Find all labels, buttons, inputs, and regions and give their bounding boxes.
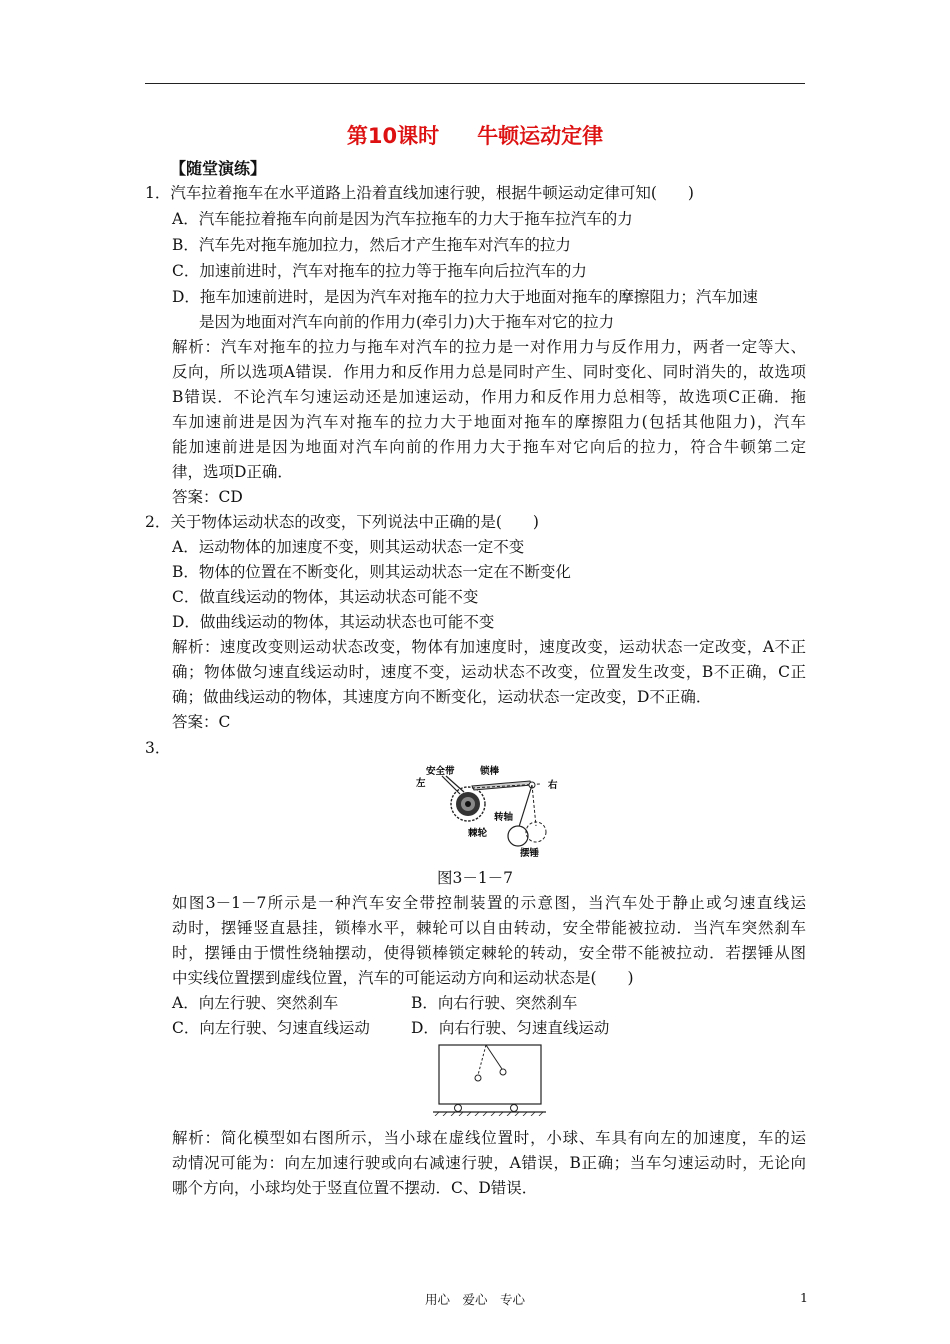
fig-label-left: 左 bbox=[416, 778, 426, 789]
q1-option-a: A．汽车能拉着拖车向前是因为汽车拉拖车的力大于拖车拉汽车的力 bbox=[172, 210, 633, 228]
fig-label-belt: 安全带 bbox=[426, 766, 455, 777]
q1-option-b: B．汽车先对拖车施加拉力，然后才产生拖车对汽车的拉力 bbox=[172, 236, 571, 254]
car-body bbox=[439, 1045, 541, 1104]
page-number: 1 bbox=[800, 1290, 808, 1305]
q3-stem-end: 中实线位置摆到虚线位置，汽车的可能运动方向和运动状态是( ) bbox=[172, 969, 634, 987]
title-lesson: 第10课时 bbox=[346, 124, 440, 148]
q1-explanation-line: 能加速前进是因为地面对汽车向前的作用力大于拖车对它向后的拉力，符合牛顿第二定 bbox=[172, 438, 806, 456]
q3-stem-line: 如图3－1－7所示是一种汽车安全带控制装置的示意图，当汽车处于静止或匀速直线运 bbox=[172, 894, 806, 912]
q1-option-c: C．加速前进时，汽车对拖车的拉力等于拖车向后拉汽车的力 bbox=[172, 262, 587, 280]
wheel bbox=[511, 1105, 518, 1112]
q2-explanation-line: 确；物体做匀速直线运动时，速度不变，运动状态不改变，位置发生改变，B不正确，C正 bbox=[172, 663, 806, 681]
q2-explanation-line: 解析：速度改变则运动状态改变，物体有加速度时，速度改变，运动状态一定改变，A不正 bbox=[172, 638, 806, 656]
q2-option-a: A．运动物体的加速度不变，则其运动状态一定不变 bbox=[172, 538, 525, 556]
q3-number: 3． bbox=[145, 739, 171, 757]
header-rule bbox=[145, 83, 805, 84]
q2-answer: 答案：C bbox=[172, 713, 231, 731]
q2-stem: 2．关于物体运动状态的改变，下列说法中正确的是( ) bbox=[145, 513, 539, 531]
wheel bbox=[455, 1105, 462, 1112]
q3-explanation-line: 动情况可能为：向左加速行驶或向右减速行驶，A错误，B正确；当车匀速运动时，无论向 bbox=[172, 1154, 806, 1172]
q1-explanation-line: 车加速前进是因为汽车对拖车的拉力大于地面对拖车的摩擦阻力(包括其他阻力)，汽车 bbox=[172, 413, 806, 431]
q3-option-d: D．向右行驶、匀速直线运动 bbox=[411, 1019, 610, 1037]
q1-explanation-line: B错误．不论汽车匀速运动还是加速运动，作用力和反作用力总相等，故选项C正确．拖 bbox=[172, 388, 806, 406]
seatbelt-device-figure bbox=[412, 764, 562, 860]
q1-option-d-cont: 是因为地面对汽车向前的作用力(牵引力)大于拖车对它的拉力 bbox=[199, 313, 615, 331]
title-topic: 牛顿运动定律 bbox=[477, 124, 604, 148]
fig-label-right: 右 bbox=[548, 780, 558, 791]
q1-explanation-line: 解析：汽车对拖车的拉力与拖车对汽车的拉力是一对作用力与反作用力，两者一定等大、 bbox=[172, 338, 806, 356]
q2-option-c: C．做直线运动的物体，其运动状态可能不变 bbox=[172, 588, 479, 606]
q3-option-b: B．向右行驶、突然刹车 bbox=[411, 994, 578, 1012]
fig-label-hammer: 摆锤 bbox=[520, 848, 540, 859]
fig-label-ratchet: 棘轮 bbox=[468, 828, 488, 839]
car-pendulum-figure bbox=[432, 1042, 547, 1116]
q1-explanation-line: 反向，所以选项A错误．作用力和反作用力总是同时产生、同时变化、同时消失的，故选项 bbox=[172, 363, 806, 381]
section-heading: 【随堂演练】 bbox=[170, 159, 267, 178]
belt-line bbox=[442, 776, 460, 794]
figure-caption: 图3－1－7 bbox=[436, 869, 514, 887]
q1-option-d: D．拖车加速前进时，是因为汽车对拖车的拉力大于地面对拖车的摩擦阻力；汽车加速 bbox=[172, 288, 758, 306]
page-title bbox=[0, 120, 950, 150]
q1-explanation-end: 律，选项D正确． bbox=[172, 463, 293, 481]
page-footer: 用心 爱心 专心 bbox=[424, 1292, 525, 1307]
q3-option-a: A．向左行驶、突然刹车 bbox=[172, 994, 339, 1012]
q3-option-c: C．向左行驶、匀速直线运动 bbox=[172, 1019, 370, 1037]
ball-dashed bbox=[475, 1075, 481, 1081]
q1-answer: 答案：CD bbox=[172, 488, 243, 506]
q2-explanation-end: 确；做曲线运动的物体，其速度方向不断变化，运动状态一定改变，D不正确． bbox=[172, 688, 712, 706]
fig-label-rod: 锁棒 bbox=[480, 766, 500, 777]
q3-explanation-end: 哪个方向，小球均处于竖直位置不摆动．C、D错误． bbox=[172, 1179, 538, 1197]
q1-stem: 1．汽车拉着拖车在水平道路上沿着直线加速行驶，根据牛顿运动定律可知( ) bbox=[145, 184, 694, 202]
pendulum-solid bbox=[508, 826, 528, 846]
ball-solid bbox=[500, 1069, 506, 1075]
fig-label-axis: 转轴 bbox=[494, 812, 514, 823]
ratchet-wheel bbox=[451, 787, 485, 821]
q3-stem-line: 动时，摆锤竖直悬挂，锁棒水平，棘轮可以自由转动，安全带能被拉动．当汽车突然刹车 bbox=[172, 919, 806, 937]
q3-explanation-line: 解析：简化模型如右图所示，当小球在虚线位置时，小球、车具有向左的加速度，车的运 bbox=[172, 1129, 806, 1147]
q2-option-d: D．做曲线运动的物体，其运动状态也可能不变 bbox=[172, 613, 495, 631]
q3-stem-line: 时，摆锤由于惯性绕轴摆动，使得锁棒锁定棘轮的转动，安全带不能被拉动．若摆锤从图 bbox=[172, 944, 806, 962]
q2-option-b: B．物体的位置在不断变化，则其运动状态一定在不断变化 bbox=[172, 563, 571, 581]
